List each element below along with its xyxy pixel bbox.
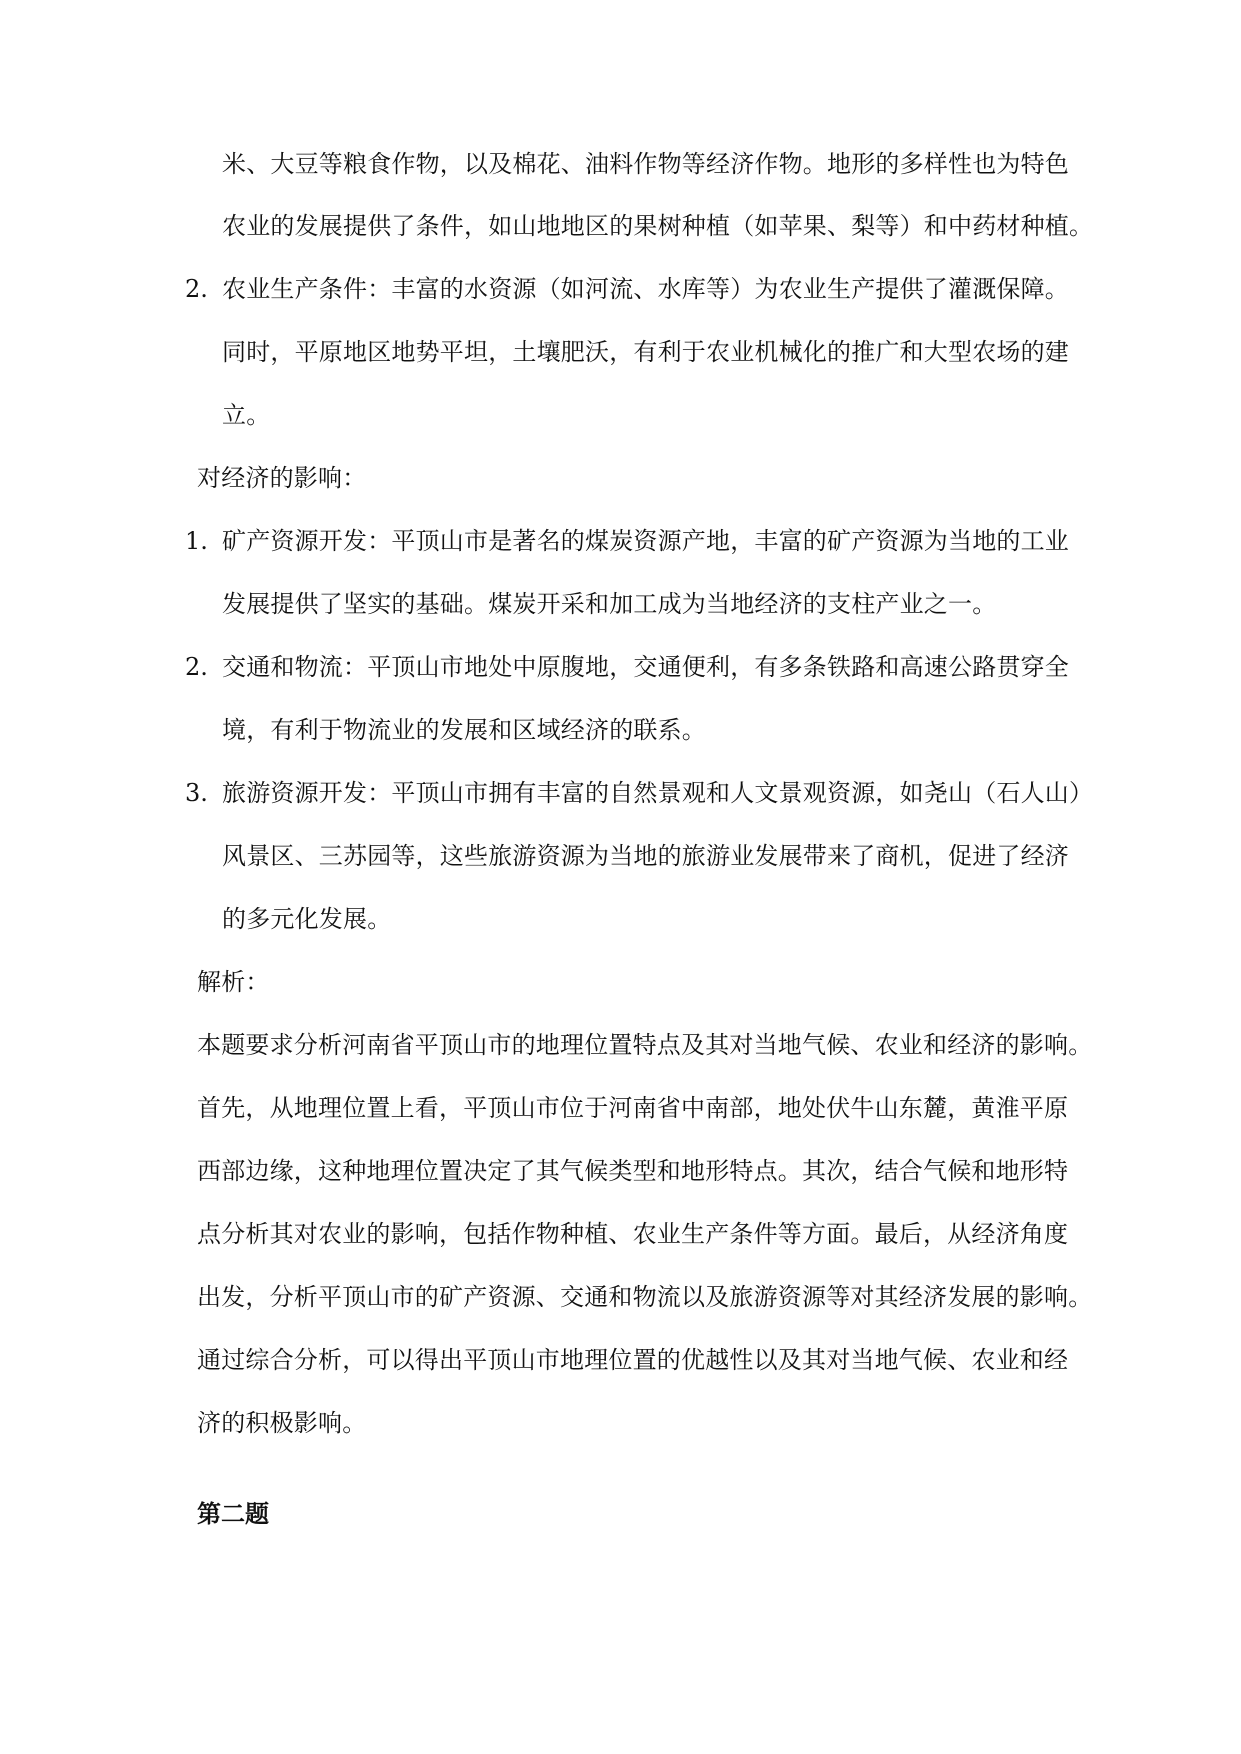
analysis-line-6: 通过综合分析，可以得出平顶山市地理位置的优越性以及其对当地气候、农业和经 [197, 1346, 1069, 1374]
economy-number-1: 1. [185, 527, 208, 555]
analysis-line-2: 首先，从地理位置上看，平顶山市位于河南省中南部，地处伏牛山东麓，黄淮平原 [197, 1094, 1069, 1122]
economy-item-3-line-1: 旅游资源开发：平顶山市拥有丰富的自然景观和人文景观资源，如尧山（石人山） [222, 779, 1094, 807]
analysis-heading: 解析： [197, 968, 270, 996]
analysis-line-4: 点分析其对农业的影响，包括作物种植、农业生产条件等方面。最后，从经济角度 [197, 1220, 1069, 1248]
analysis-line-7: 济的积极影响。 [197, 1409, 367, 1437]
list-item-1-line-2: 农业的发展提供了条件，如山地地区的果树种植（如苹果、梨等）和中药材种植。 [222, 212, 1094, 240]
list-item-2-line-1: 农业生产条件：丰富的水资源（如河流、水库等）为农业生产提供了灌溉保障。 [222, 275, 1069, 303]
economy-heading: 对经济的影响： [197, 464, 367, 492]
economy-item-1-line-2: 发展提供了坚实的基础。煤炭开采和加工成为当地经济的支柱产业之一。 [222, 590, 997, 618]
economy-item-2-line-2: 境，有利于物流业的发展和区域经济的联系。 [222, 716, 706, 744]
economy-number-3: 3. [185, 779, 208, 807]
economy-item-2-line-1: 交通和物流：平顶山市地处中原腹地，交通便利，有多条铁路和高速公路贯穿全 [222, 653, 1069, 681]
analysis-line-5: 出发，分析平顶山市的矿产资源、交通和物流以及旅游资源等对其经济发展的影响。 [197, 1283, 1093, 1311]
list-item-2-line-2: 同时，平原地区地势平坦，土壤肥沃，有利于农业机械化的推广和大型农场的建 [222, 338, 1069, 366]
economy-item-1-line-1: 矿产资源开发：平顶山市是著名的煤炭资源产地，丰富的矿产资源为当地的工业 [222, 527, 1069, 555]
analysis-line-1: 本题要求分析河南省平顶山市的地理位置特点及其对当地气候、农业和经济的影响。 [197, 1031, 1093, 1059]
next-question-heading: 第二题 [197, 1500, 269, 1528]
economy-number-2: 2. [185, 653, 208, 681]
analysis-line-3: 西部边缘，这种地理位置决定了其气候类型和地形特点。其次，结合气候和地形特 [197, 1157, 1069, 1185]
economy-item-3-line-3: 的多元化发展。 [222, 905, 392, 933]
economy-item-3-line-2: 风景区、三苏园等，这些旅游资源为当地的旅游业发展带来了商机，促进了经济 [222, 842, 1069, 870]
list-item-1-line-1: 米、大豆等粮食作物，以及棉花、油料作物等经济作物。地形的多样性也为特色 [222, 150, 1069, 178]
list-number-2: 2. [185, 275, 208, 303]
list-item-2-line-3: 立。 [222, 401, 271, 429]
